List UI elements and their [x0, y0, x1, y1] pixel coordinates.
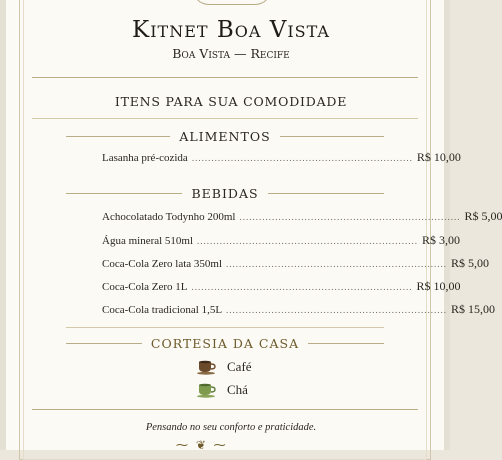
section-line-right	[268, 193, 384, 194]
section-cortesia-title: CORTESIA DA CASA	[150, 335, 300, 351]
item-price: R$ 5,00	[451, 256, 490, 270]
courtesy-cha-label: Chá	[227, 382, 248, 397]
section-cortesia-header	[66, 336, 384, 350]
divider-top	[32, 77, 418, 78]
dot-leader: ....................................................................	[191, 153, 413, 163]
dot-leader: ....................................................................	[197, 236, 419, 246]
dot-leader: ....................................................................	[191, 282, 413, 292]
item-price: R$ 5,00	[464, 209, 502, 223]
menu-item-agua	[102, 233, 461, 249]
courtesy-item-cafe	[196, 357, 252, 377]
item-price: R$ 10,00	[416, 150, 461, 164]
tea-cup-icon	[196, 382, 218, 398]
item-price: R$ 15,00	[451, 302, 496, 316]
courtesy-cafe-label: Café	[227, 359, 252, 374]
coffee-cup-icon	[196, 359, 218, 375]
page-title: Kitnet Boa Vista	[132, 17, 330, 43]
section-line-left	[66, 193, 182, 194]
section-alimentos-header	[66, 129, 384, 143]
item-name: Coca-Cola Zero 1L	[102, 281, 188, 293]
section-alimentos-title: ALIMENTOS	[179, 128, 271, 144]
menu-item-lasanha	[102, 150, 461, 166]
divider-bebidas	[66, 327, 384, 328]
section-line-right	[280, 136, 384, 137]
section-line-right	[308, 343, 384, 344]
menu-item-coca-zero-lata	[102, 256, 490, 272]
menu-item-coca-tradicional	[102, 302, 496, 318]
menu-item-coca-zero-1l	[102, 279, 461, 295]
footer-tagline: Pensando no seu conforto e praticidade.	[145, 422, 317, 433]
item-name: Água mineral 510ml	[102, 235, 194, 247]
item-price: R$ 3,00	[422, 233, 461, 247]
divider-heading	[32, 118, 418, 119]
dot-leader: ....................................................................	[226, 305, 448, 315]
dot-leader: ....................................................................	[226, 259, 448, 269]
section-line-left	[66, 136, 170, 137]
page-subtitle: Boa Vista — Recife	[172, 46, 290, 61]
item-name: Achocolatado Todynho 200ml	[102, 211, 236, 223]
item-name: Coca-Cola tradicional 1,5L	[102, 304, 223, 316]
divider-footer	[32, 409, 418, 410]
item-name: Lasanha pré-cozida	[102, 152, 188, 164]
section-line-left	[66, 343, 142, 344]
item-name: Coca-Cola Zero lata 350ml	[102, 258, 223, 270]
section-heading: ITENS PARA SUA COMODIDADE	[114, 94, 348, 109]
section-bebidas-header	[66, 186, 384, 200]
item-price: R$ 10,00	[416, 279, 461, 293]
footer-ornament: ⁓ ❦ ⁓	[176, 438, 228, 452]
section-bebidas-title: BEBIDAS	[191, 185, 259, 201]
menu-item-todynho	[102, 209, 502, 225]
courtesy-item-cha	[196, 380, 248, 400]
dot-leader: ....................................................................	[239, 212, 461, 222]
